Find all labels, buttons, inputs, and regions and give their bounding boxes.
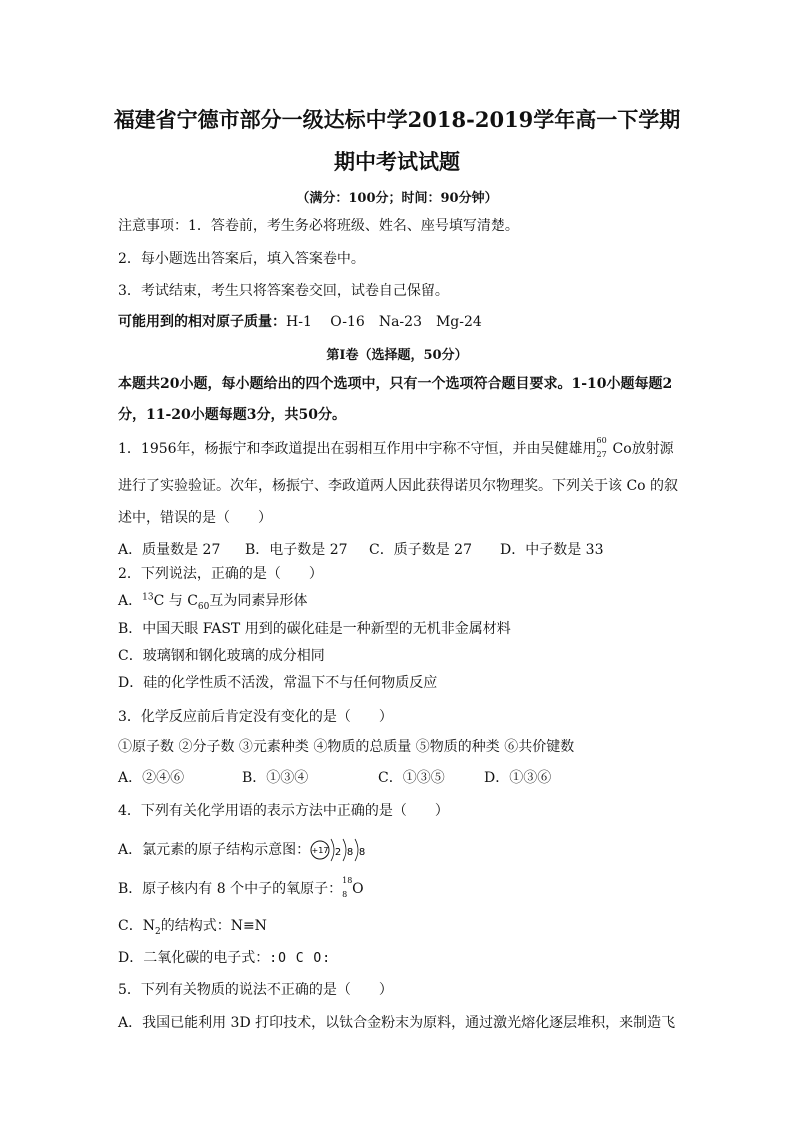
shell-2-electrons: 8: [346, 847, 354, 858]
q4-option-b: [118, 876, 364, 899]
q3-option-d: D．①③⑥: [484, 770, 552, 786]
q1-text-a: 1．1956年，杨振宁和李政道提出在弱相互作用中宇称不守恒，并由吴健雄用: [118, 441, 597, 457]
section-heading: 第Ⅰ卷（选择题，50分）: [326, 348, 468, 363]
atomic-mass-values: H-1 O-16 Na-23 Mg-24: [286, 314, 482, 330]
q4-option-d: [118, 949, 331, 968]
q3-option-b: B．①③④: [242, 770, 309, 786]
q2-option-a-sup: 13: [142, 592, 154, 603]
exam-title-line1: 福建省宁德市部分一级达标中学2018-2019学年高一下学期: [113, 107, 681, 132]
q4-option-a-text: A．氯元素的原子结构示意图：: [118, 842, 311, 858]
q1-nuclide-symbol: Co: [612, 441, 632, 457]
q1-options: [118, 541, 604, 559]
q4-stem: 4．下列有关化学用语的表示方法中正确的是（ ）: [118, 803, 449, 819]
shell-arc-1: [331, 839, 334, 861]
q3-options: [118, 769, 551, 787]
shell-1-electrons: 2: [334, 847, 342, 858]
co2-electron-formula: :O C O:: [269, 951, 332, 966]
atomic-mass-line: [118, 313, 482, 331]
nucleus-charge: +17: [311, 846, 329, 855]
q1-option-b: B．电子数是 27: [245, 542, 348, 558]
q2-option-a: [118, 592, 307, 610]
q4-option-c-sub: 2: [154, 926, 161, 937]
note-3: 3．考试结束，考生只将答案卷交回，试卷自己保留。: [118, 283, 449, 299]
q3-option-a: A．②④⑥: [118, 770, 185, 786]
atomic-mass-label: 可能用到的相对原子质量：: [118, 314, 286, 330]
oxygen-symbol: O: [352, 881, 364, 897]
q2-option-a-prefix: A．: [118, 593, 143, 609]
q4-option-c: [118, 917, 267, 935]
note-1: 注意事项：1．答卷前，考生务必将班级、姓名、座号填写清楚。: [118, 218, 519, 234]
q4-option-b-text: B．原子核内有 8 个中子的氧原子：: [118, 881, 343, 897]
q2-option-a-rest: 互为同素异形体: [209, 593, 308, 609]
note-2: 2．每小题选出答案后，填入答案卷中。: [118, 251, 365, 267]
q2-option-d: D．硅的化学性质不活泼，常温下不与任何物质反应: [118, 675, 438, 691]
oxygen-nuclide: [342, 876, 353, 899]
exam-subtitle: （满分：100分；时间：90分钟）: [296, 191, 498, 206]
oxygen-mass-number: 18: [342, 876, 353, 885]
q1-option-c: C．质子数是 27: [369, 542, 472, 558]
q1-nuclide: [596, 436, 613, 459]
q2-option-a-mid: C 与 C: [153, 593, 198, 609]
shell-arc-3: [355, 839, 358, 861]
q2-option-c: C．玻璃钢和钢化玻璃的成分相同: [118, 648, 325, 664]
q3-option-c: C．①③⑤: [378, 770, 445, 786]
q2-option-a-sub: 60: [197, 601, 210, 612]
q1-stem-line2: 进行了实验验证。次年，杨振宁、李政道两人因此获得诺贝尔物理奖。下列关于该 Co 的叙: [118, 478, 679, 494]
section-instruction-1: 本题共20小题，每小题给出的四个选项中，只有一个选项符合题目要求。1-10小题每题2: [118, 376, 673, 392]
exam-title-line2: 期中考试试题: [334, 149, 460, 174]
q1-text-b: 放射源: [631, 441, 674, 457]
co2-formula-text: O C O: [278, 951, 323, 966]
chlorine-atom-structure-diagram: [310, 837, 372, 863]
q5-stem: 5．下列有关物质的说法不正确的是（ ）: [118, 982, 393, 998]
q1-option-d: D．中子数是 33: [500, 542, 604, 558]
q2-option-b: B．中国天眼 FAST 用到的碳化硅是一种新型的无机非金属材料: [118, 621, 511, 637]
q2-stem: 2．下列说法，正确的是（ ）: [118, 566, 323, 582]
q4-option-c-prefix: C．N: [118, 918, 155, 934]
q1-nuclide-number: 27: [596, 450, 607, 459]
q4-option-d-text: D．二氧化碳的电子式：: [118, 950, 270, 966]
q1-nuclide-mass: 60: [596, 436, 607, 445]
section-instruction-2: 分，11-20小题每题3分，共50分。: [118, 407, 346, 423]
q4-option-a: [118, 837, 372, 863]
q3-items: ①原子数 ②分子数 ③元素种类 ④物质的总质量 ⑤物质的种类 ⑥共价键数: [118, 739, 575, 755]
q4-option-c-rest: 的结构式：N≡N: [160, 918, 267, 934]
q1-stem-line1: [118, 436, 674, 459]
shell-3-electrons: 8: [358, 847, 366, 858]
q1-option-a: A．质量数是 27: [118, 542, 221, 558]
q3-stem: 3．化学反应前后肯定没有变化的是（ ）: [118, 709, 393, 725]
oxygen-atomic-number: 8: [342, 890, 348, 899]
shell-arc-2: [343, 839, 346, 861]
q1-stem-line3: 述中，错误的是（ ）: [118, 510, 272, 526]
q5-option-a: A．我国已能利用 3D 打印技术，以钛合金粉末为原料，通过激光熔化逐层堆积，来制造飞: [118, 1015, 676, 1031]
